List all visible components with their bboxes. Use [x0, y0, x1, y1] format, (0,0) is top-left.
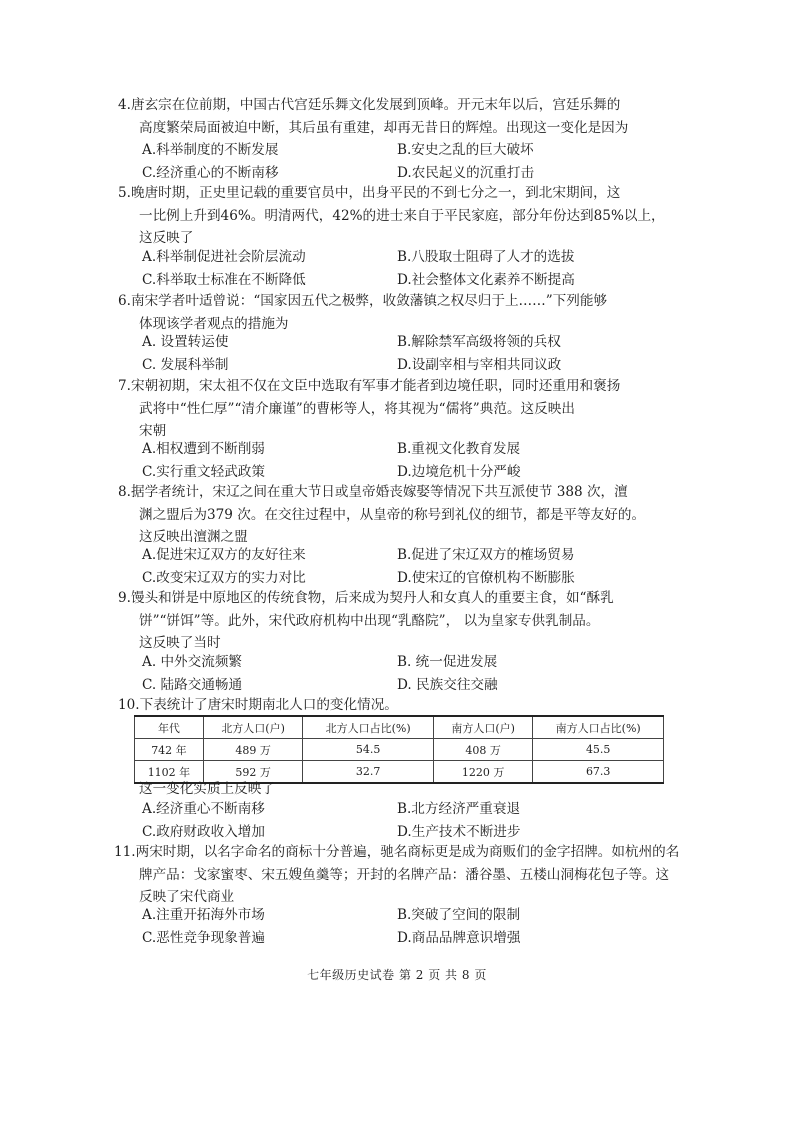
option-c[interactable]: C.政府财政收入增加	[142, 823, 265, 840]
table-row	[135, 739, 664, 761]
option-b[interactable]: B.安史之乱的巨大破坏	[397, 142, 534, 158]
option-a[interactable]: A.科举制促进社会阶层流动	[142, 249, 306, 265]
question-7	[118, 375, 678, 443]
question-8	[118, 481, 678, 549]
question-6	[118, 290, 678, 335]
question-7-options	[142, 438, 662, 483]
question-text: 高度繁荣局面被迫中断，其后虽有重建，却再无昔日的辉煌。出现这一变化是因为	[139, 119, 629, 136]
question-text: 这反映了	[139, 230, 194, 246]
option-a[interactable]: A. 设置转运使	[142, 334, 229, 350]
question-text: 牌产品：戈家蜜枣、宋五嫂鱼羹等；开封的名牌产品：潘谷墨、五楼山洞梅花包子等。这	[139, 866, 670, 883]
question-10-options	[142, 798, 662, 843]
option-b[interactable]: B.解除禁军高级将领的兵权	[397, 334, 561, 350]
option-a[interactable]: A.注重开拓海外市场	[142, 907, 265, 923]
table-cell: 1102 年	[135, 761, 204, 784]
question-5	[118, 182, 678, 250]
option-a[interactable]: A.经济重心不断南移	[142, 801, 265, 817]
question-text: 这反映了当时	[139, 635, 221, 651]
option-a[interactable]: A.促进宋辽双方的友好往来	[142, 547, 306, 563]
option-d[interactable]: D. 民族交往交融	[397, 676, 498, 693]
question-11	[114, 841, 680, 909]
table-cell: 54.5	[303, 739, 434, 761]
question-9-options	[142, 651, 662, 696]
table-cell: 67.3	[533, 761, 664, 784]
table-header: 南方人口占比(%)	[533, 716, 664, 739]
question-text: 6.南宋学者叶适曾说：“国家因五代之极弊，收敛藩镇之权尽归于上……”下列能够	[118, 293, 608, 309]
table-cell: 1220 万	[433, 761, 532, 784]
option-d[interactable]: D.社会整体文化素养不断提高	[397, 271, 575, 288]
question-text: 武将中“性仁厚”“清介廉谨”的曹彬等人，将其视为“儒将”典范。这反映出	[139, 400, 575, 417]
question-text: 9.馒头和饼是中原地区的传统食物，后来成为契丹人和女真人的重要主食，如“酥乳	[118, 590, 614, 606]
page-footer: 七年级历史试卷 第 2 页 共 8 页	[307, 968, 487, 982]
option-d[interactable]: D.使宋辽的官僚机构不断膨胀	[397, 569, 575, 586]
question-6-options	[142, 331, 662, 376]
question-text: 8.据学者统计，宋辽之间在重大节日或皇帝婚丧嫁娶等情况下共互派使节 388 次，澶	[118, 484, 628, 500]
population-table	[134, 715, 664, 784]
question-text: 这一变化实质上反映了	[139, 781, 275, 797]
question-5-options	[142, 246, 662, 291]
option-a[interactable]: A.相权遭到不断削弱	[142, 441, 265, 457]
table-cell: 742 年	[135, 739, 204, 761]
question-11-options	[142, 904, 662, 949]
question-text: 这反映出澶渊之盟	[139, 529, 248, 545]
option-d[interactable]: D.边境危机十分严峻	[397, 463, 521, 480]
option-b[interactable]: B. 统一促进发展	[397, 654, 498, 670]
option-a[interactable]: A.科举制度的不断发展	[142, 142, 279, 158]
option-b[interactable]: B.重视文化教育发展	[397, 441, 521, 457]
option-b[interactable]: B.八股取士阻碍了人才的选拔	[397, 249, 575, 265]
option-d[interactable]: D.设副宰相与宰相共同议政	[397, 356, 562, 373]
question-9	[118, 587, 678, 655]
option-c[interactable]: C. 陆路交通畅通	[142, 676, 243, 693]
question-text: 饼”“饼饵”等。此外，宋代政府机构中出现“乳酪院”， 以为皇家专供乳制品。	[139, 612, 600, 629]
table-header: 北方人口(户)	[203, 716, 302, 739]
option-b[interactable]: B.促进了宋辽双方的榷场贸易	[397, 547, 575, 563]
option-c[interactable]: C.实行重文轻武政策	[142, 463, 265, 480]
question-text: 11.两宋时期，以名字命名的商标十分普遍，驰名商标更是成为商贩们的金字招牌。如杭州的名	[114, 844, 680, 860]
option-b[interactable]: B.北方经济严重衰退	[397, 801, 521, 817]
table-cell: 489 万	[203, 739, 302, 761]
question-text: 一比例上升到46%。明清两代，42%的进士来自于平民家庭，部分年份达到85%以上，	[139, 207, 665, 224]
question-8-options	[142, 544, 662, 589]
table-cell: 592 万	[203, 761, 302, 784]
question-text: 5.晚唐时期，正史里记载的重要官员中，出身平民的不到七分之一，到北宋期间，这	[118, 185, 621, 201]
table-header: 年代	[135, 716, 204, 739]
question-text: 体现该学者观点的措施为	[139, 315, 289, 332]
question-10	[118, 694, 678, 717]
table-cell: 32.7	[303, 761, 434, 784]
option-c[interactable]: C.科举取士标准在不断降低	[142, 271, 306, 288]
question-4	[118, 94, 678, 139]
table-header: 南方人口(户)	[433, 716, 532, 739]
question-text: 7.宋朝初期，宋太祖不仅在文臣中选取有军事才能者到边境任职，同时还重用和褒扬	[118, 378, 621, 394]
option-c[interactable]: C.恶性竞争现象普遍	[142, 929, 265, 946]
option-d[interactable]: D.商品品牌意识增强	[397, 929, 521, 946]
table-cell: 408 万	[433, 739, 532, 761]
table-header: 北方人口占比(%)	[303, 716, 434, 739]
question-text: 4.唐玄宗在位前期，中国古代宫廷乐舞文化发展到顶峰。开元末年以后，宫廷乐舞的	[118, 97, 621, 113]
question-text: 反映了宋代商业	[139, 889, 235, 905]
option-b[interactable]: B.突破了空间的限制	[397, 907, 521, 923]
question-text: 宋朝	[139, 423, 167, 439]
option-c[interactable]: C. 发展科举制	[142, 356, 229, 373]
question-text: 渊之盟后为379 次。在交往过程中，从皇帝的称号到礼仪的细节，都是平等友好的。	[139, 506, 646, 523]
option-a[interactable]: A. 中外交流频繁	[142, 654, 243, 670]
option-c[interactable]: C.经济重心的不断南移	[142, 164, 279, 181]
option-c[interactable]: C.改变宋辽双方的实力对比	[142, 569, 306, 586]
question-text: 10.下表统计了唐宋时期南北人口的变化情况。	[118, 697, 398, 713]
option-d[interactable]: D.农民起义的沉重打击	[397, 164, 535, 181]
table-header-row	[135, 716, 664, 739]
option-d[interactable]: D.生产技术不断进步	[397, 823, 521, 840]
question-4-options	[142, 139, 662, 184]
table-cell: 45.5	[533, 739, 664, 761]
